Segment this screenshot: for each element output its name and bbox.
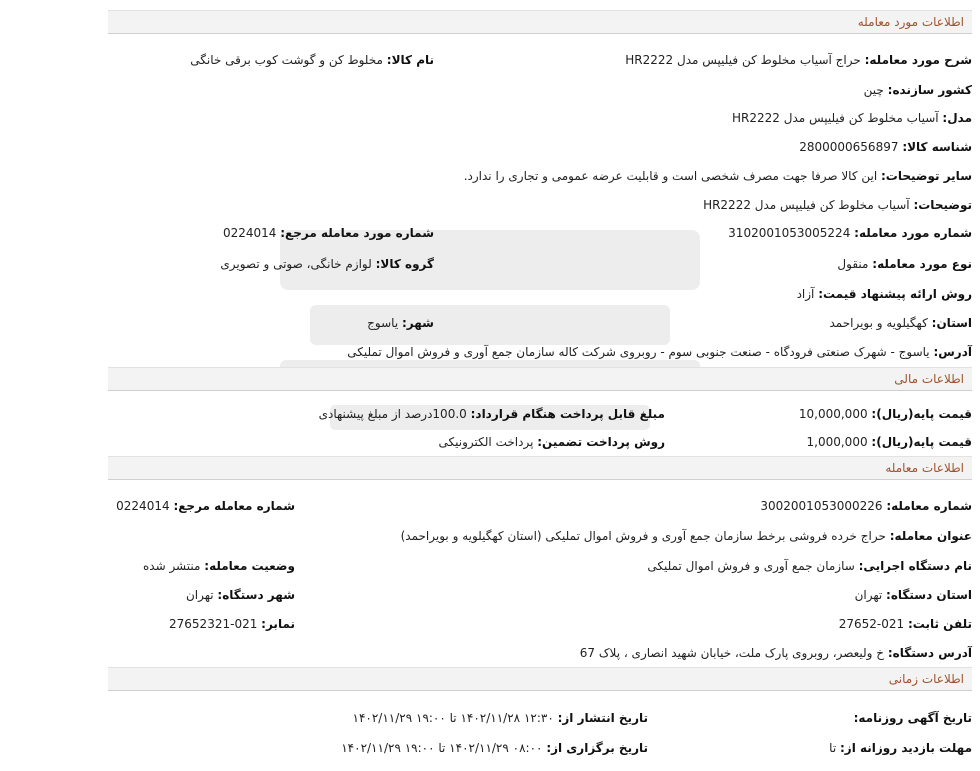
item-deal-number-row [728, 226, 972, 240]
deal-phone-row [839, 617, 972, 631]
field-label: شهر: [402, 316, 434, 330]
item-description-row [625, 53, 972, 67]
field-value: کهگیلویه و بویراحمد [829, 316, 928, 330]
field-value: منقول [837, 257, 869, 271]
field-value: 021-27652 [838, 617, 905, 631]
field-value: 3002001053000226 [760, 499, 883, 513]
field-value: 0224014 [116, 499, 170, 513]
time-ad-row [854, 711, 972, 725]
field-label: تاریخ برگزاری از: [546, 741, 648, 755]
field-value: تهران [854, 588, 883, 602]
deal-fax-row [169, 617, 295, 631]
field-value: 1,000,000 [806, 435, 868, 449]
financial-guarantee-row [439, 435, 665, 449]
field-label: گروه کالا: [375, 257, 434, 271]
field-label: شماره معامله مرجع: [173, 499, 295, 513]
field-label: نام دستگاه اجرایی: [858, 559, 972, 573]
item-province-row [829, 316, 972, 330]
field-value: آسیاب مخلوط کن فیلیپس مدل HR2222 [703, 198, 910, 212]
field-label: روش پرداخت تضمین: [537, 435, 665, 449]
field-value: 3102001053005224 [728, 226, 851, 240]
item-country-row [864, 83, 972, 97]
item-group-row [220, 257, 434, 271]
field-label: توضیحات: [913, 198, 972, 212]
field-label: عنوان معامله: [889, 529, 972, 543]
time-hold-row [341, 741, 648, 755]
item-address-row [347, 345, 972, 359]
item-id-row [799, 140, 972, 154]
financial-base-price-row [799, 407, 972, 421]
field-label: مبلغ قابل پرداخت هنگام قرارداد: [470, 407, 665, 421]
item-ref-number-row [223, 226, 434, 240]
deal-org-row [647, 559, 972, 573]
field-label: شماره معامله: [886, 499, 972, 513]
section-title: اطلاعات مورد معامله [857, 15, 964, 29]
section-header-financial [108, 367, 972, 391]
field-value: 0224014 [222, 226, 277, 240]
field-label: شماره مورد معامله مرجع: [280, 226, 434, 240]
deal-status-row [143, 559, 295, 573]
time-visit-row [829, 741, 972, 755]
field-value: خ ولیعصر، روبروی پارک ملت، خیابان شهید انصاری ، پلاک 67 [579, 646, 885, 660]
financial-base-price-2-row [807, 435, 972, 449]
field-value: یاسوج [367, 316, 399, 330]
deal-org-province-row [855, 588, 972, 602]
field-value: چین [863, 83, 884, 97]
field-value: یاسوج - شهرک صنعتی فرودگاه - صنعت جنوبی سوم - روبروی شرکت کاله سازمان جمع آوری و فروش اموال تملیکی [347, 345, 930, 359]
financial-payable-row [319, 407, 665, 421]
field-value: 021-27652321 [169, 617, 258, 631]
field-label: قیمت پایه(ریال): [871, 435, 972, 449]
field-label: نوع مورد معامله: [872, 257, 972, 271]
field-value: سازمان جمع آوری و فروش اموال تملیکی [647, 559, 855, 573]
item-type-row [837, 257, 972, 271]
deal-title-row [401, 529, 972, 543]
field-label: شناسه کالا: [902, 140, 972, 154]
field-label: آدرس دستگاه: [887, 646, 972, 660]
field-value: ۱۲:۳۰ ۱۴۰۲/۱۱/۲۸ تا ۱۹:۰۰ ۱۴۰۲/۱۱/۲۹ [352, 711, 554, 725]
field-value: حراج آسیاب مخلوط کن فیلیپس مدل HR2222 [625, 53, 861, 67]
field-label: وضعیت معامله: [204, 559, 295, 573]
field-value: آزاد [796, 287, 815, 301]
field-label: مهلت بازدید روزانه از: [840, 741, 972, 755]
field-value: لوازم خانگی، صوتی و تصویری [220, 257, 372, 271]
deal-ref-number-row [116, 499, 295, 513]
field-value: آسیاب مخلوط کن فیلیپس مدل HR2222 [732, 111, 939, 125]
field-label: قیمت پایه(ریال): [871, 407, 972, 421]
field-value: 100.0درصد از مبلغ پیشنهادی [318, 407, 467, 421]
field-label: روش ارائه پیشنهاد قیمت: [818, 287, 972, 301]
section-title: اطلاعات زمانی [888, 672, 964, 686]
field-label: مدل: [942, 111, 972, 125]
field-label: شماره مورد معامله: [854, 226, 972, 240]
watermark-logo [270, 210, 710, 470]
field-label: نام کالا: [386, 53, 434, 67]
deal-org-city-row [186, 588, 295, 602]
field-value: این کالا صرفا جهت مصرف شخصی است و قابلیت عرضه عمومی و تجاری را ندارد. [463, 169, 878, 183]
field-value: مخلوط کن و گوشت کوب برقی خانگی [190, 53, 383, 67]
deal-org-address-row [580, 646, 972, 660]
field-value: 10,000,000 [798, 407, 868, 421]
section-header-deal-info [108, 10, 972, 34]
item-city-row [367, 316, 434, 330]
section-header-deal [108, 456, 972, 480]
deal-number-row [760, 499, 972, 513]
field-value: حراج خرده فروشی برخط سازمان جمع آوری و فروش اموال تملیکی (استان کهگیلویه و بویراحمد) [400, 529, 886, 543]
field-value: 2800000656897 [799, 140, 899, 154]
section-title: اطلاعات مالی [894, 372, 964, 386]
item-name-row [190, 53, 434, 67]
field-value: تهران [185, 588, 214, 602]
field-label: استان: [931, 316, 972, 330]
field-label: تاریخ آگهی روزنامه: [853, 711, 972, 725]
item-notes-row [703, 198, 972, 212]
field-label: نمابر: [261, 617, 295, 631]
time-publish-row [353, 711, 648, 725]
item-other-notes-row [464, 169, 972, 183]
field-value: تا [829, 741, 837, 755]
section-header-time [108, 667, 972, 691]
field-label: شهر دستگاه: [217, 588, 295, 602]
field-value: ۰۸:۰۰ ۱۴۰۲/۱۱/۲۹ تا ۱۹:۰۰ ۱۴۰۲/۱۱/۲۹ [341, 741, 543, 755]
section-title: اطلاعات معامله [885, 461, 964, 475]
item-model-row [732, 111, 972, 125]
field-label: کشور سازنده: [887, 83, 972, 97]
item-price-method-row [797, 287, 972, 301]
field-label: سایر توضیحات: [881, 169, 972, 183]
field-value: پرداخت الکترونیکی [438, 435, 534, 449]
field-value: منتشر شده [142, 559, 201, 573]
field-label: آدرس: [933, 345, 972, 359]
field-label: تاریخ انتشار از: [557, 711, 648, 725]
field-label: شرح مورد معامله: [864, 53, 972, 67]
field-label: استان دستگاه: [886, 588, 972, 602]
field-label: تلفن ثابت: [907, 617, 972, 631]
